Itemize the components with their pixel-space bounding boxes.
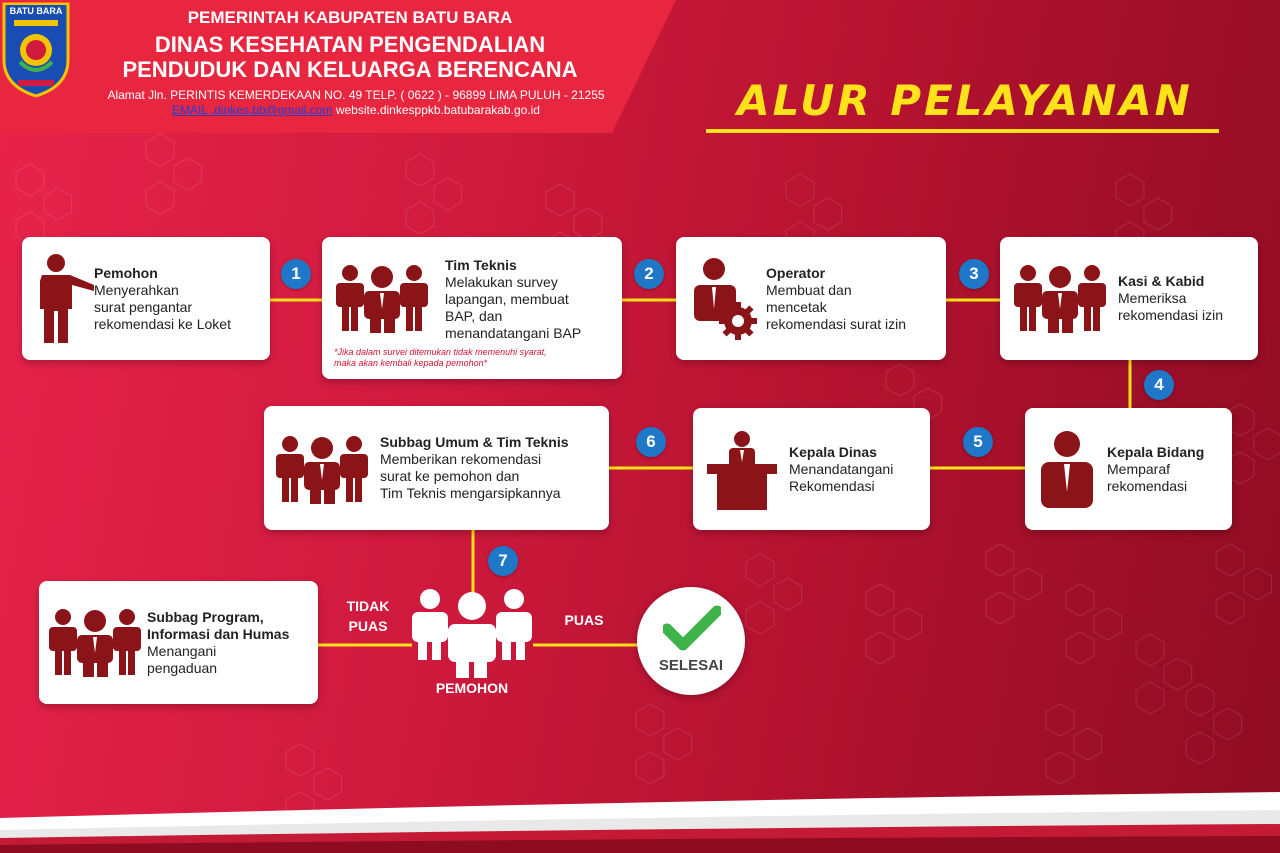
person-pointing-icon xyxy=(34,253,100,345)
card-title: Subbag Umum & Tim Teknis xyxy=(380,434,569,450)
card-line: Membuat dan xyxy=(766,282,852,298)
card-title: Tim Teknis xyxy=(445,257,517,273)
page-title: ALUR PELAYANAN xyxy=(737,76,1193,125)
card-title-2: Informasi dan Humas xyxy=(147,626,290,642)
header-address: Alamat Jln. PERINTIS KEMERDEKAAN NO. 49 TELP. ( 0622 ) - 96899 LIMA PULUH - 21255 xyxy=(107,88,605,102)
card-line: pengaduan xyxy=(147,660,218,676)
not-satisfied-line-1: TIDAK xyxy=(346,598,390,614)
footer-wave xyxy=(0,790,1280,853)
card-line: Melakukan survey xyxy=(445,274,558,290)
card-line: Tim Teknis mengarsipkannya xyxy=(380,485,561,501)
card-kasi-text xyxy=(1118,273,1223,324)
card-subbag-umum xyxy=(264,406,609,530)
card-line: rekomendasi surat izin xyxy=(766,316,907,332)
card-line: rekomendasi xyxy=(1107,478,1188,494)
card-title: Operator xyxy=(766,265,826,281)
card-title: Kasi & Kabid xyxy=(1118,273,1205,289)
not-satisfied-label xyxy=(330,596,406,636)
card-tim-teknis-text xyxy=(445,257,581,342)
step-badge-6: 6 xyxy=(636,427,666,457)
card-line: Memberikan rekomendasi xyxy=(380,451,542,467)
card-line: menandatangani BAP xyxy=(445,325,582,341)
card-title: Subbag Program, xyxy=(147,609,264,625)
card-line: Memparaf xyxy=(1107,461,1171,477)
not-satisfied-line-2: PUAS xyxy=(348,618,388,634)
card-kepala-bidang-text xyxy=(1107,444,1204,495)
card-line: Memeriksa xyxy=(1118,290,1187,306)
note-line-1: *Jika dalam survei ditemukan tidak memenuhi syarat, xyxy=(334,347,547,357)
card-subbag-umum-text xyxy=(380,434,569,502)
header-government-name: PEMERINTAH KABUPATEN BATU BARA xyxy=(187,8,513,27)
finish-label: SELESAI xyxy=(658,657,724,674)
applicant-label: PEMOHON xyxy=(435,680,509,696)
checkmark-icon xyxy=(663,605,721,651)
card-operator xyxy=(676,237,946,360)
card-subbag-program-text xyxy=(147,609,289,677)
card-kepala-dinas-text xyxy=(789,444,893,495)
step-badge-2: 2 xyxy=(634,259,664,289)
card-kepala-bidang xyxy=(1025,408,1232,530)
card-note xyxy=(334,347,547,369)
applicant-group-icon xyxy=(410,588,534,678)
card-title: Pemohon xyxy=(94,265,158,281)
card-line: Menyerahkan xyxy=(94,282,179,298)
person-icon xyxy=(1037,430,1097,510)
card-tim-teknis xyxy=(322,237,622,379)
card-operator-text xyxy=(766,265,906,333)
card-title: Kepala Dinas xyxy=(789,444,877,460)
website-text: website.dinkesppkb.batubarakab.go.id xyxy=(332,103,540,117)
satisfied-label: PUAS xyxy=(564,612,604,628)
step-badge-3: 3 xyxy=(959,259,989,289)
card-title: Kepala Bidang xyxy=(1107,444,1205,460)
step-badge-5: 5 xyxy=(963,427,993,457)
team-group-icon xyxy=(274,434,370,504)
step-badge-1: 1 xyxy=(281,259,311,289)
header-department-line-2: PENDUDUK DAN KELUARGA BERENCANA xyxy=(122,57,578,82)
card-line: surat pengantar xyxy=(94,299,193,315)
card-line: rekomendasi ke Loket xyxy=(94,316,231,332)
card-line: Menandatangani xyxy=(789,461,894,477)
card-line: surat ke pemohon dan xyxy=(380,468,520,484)
team-group-icon xyxy=(47,607,143,677)
card-line: lapangan, membuat xyxy=(445,291,569,307)
card-kepala-dinas xyxy=(693,408,930,530)
team-group-icon xyxy=(334,263,430,333)
finish-circle xyxy=(637,587,745,695)
card-kasi-kabid xyxy=(1000,237,1258,360)
operator-gear-icon xyxy=(686,257,762,343)
card-subbag-program xyxy=(39,581,318,704)
email-link[interactable]: EMAIL .dinkes.bb@gmail.com xyxy=(172,103,333,117)
logo-text: BATU BARA xyxy=(9,6,63,16)
card-pemohon xyxy=(22,237,270,360)
header-department-line-1: DINAS KESEHATAN PENGENDALIAN xyxy=(154,32,546,57)
card-line: BAP, dan xyxy=(445,308,503,324)
step-badge-7: 7 xyxy=(488,546,518,576)
card-line: Rekomendasi xyxy=(789,478,875,494)
card-line: rekomendasi izin xyxy=(1118,307,1224,323)
card-line: Menangani xyxy=(147,643,217,659)
note-line-2: maka akan kembali kepada pemohon* xyxy=(334,358,488,368)
card-line: mencetak xyxy=(766,299,827,315)
step-badge-4: 4 xyxy=(1144,370,1174,400)
team-group-icon xyxy=(1012,263,1108,333)
card-pemohon-text xyxy=(94,265,231,333)
person-at-desk-icon xyxy=(705,430,779,512)
